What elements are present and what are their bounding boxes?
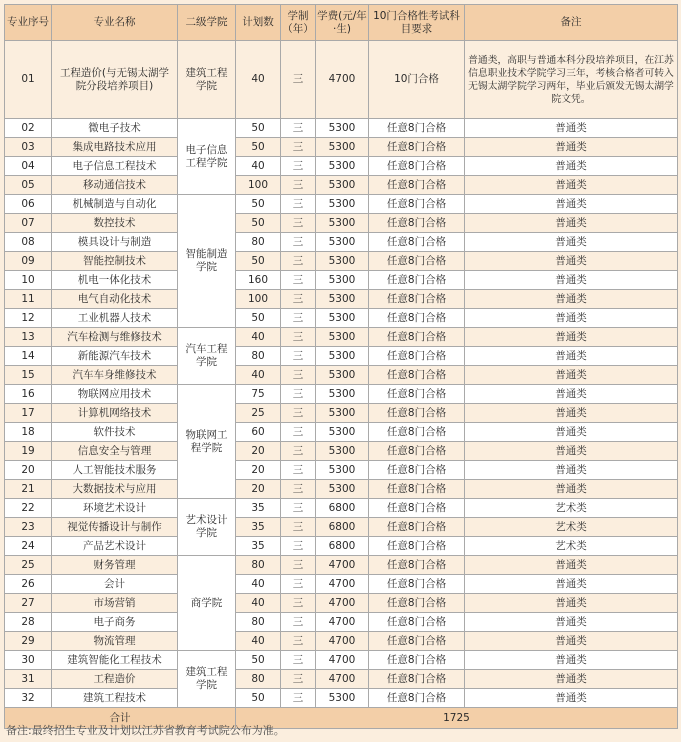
cell-fee: 5300 — [316, 214, 369, 233]
cell-major: 物联网应用技术 — [52, 385, 178, 404]
cell-plan: 75 — [236, 385, 281, 404]
total-label: 合计 — [5, 708, 236, 729]
cell-requirement: 任意8门合格 — [369, 480, 465, 499]
cell-note: 艺术类 — [465, 537, 678, 556]
cell-years: 三 — [281, 480, 316, 499]
cell-note: 普通类 — [465, 138, 678, 157]
enrollment-table-container — [4, 4, 677, 729]
cell-note: 普通类 — [465, 632, 678, 651]
table-row — [5, 233, 678, 252]
table-row — [5, 537, 678, 556]
cell-years: 三 — [281, 214, 316, 233]
cell-note: 普通类 — [465, 613, 678, 632]
cell-note: 普通类 — [465, 290, 678, 309]
cell-plan: 40 — [236, 632, 281, 651]
table-row — [5, 157, 678, 176]
table-row — [5, 328, 678, 347]
cell-fee: 5300 — [316, 442, 369, 461]
table-row — [5, 119, 678, 138]
cell-note: 普通类 — [465, 404, 678, 423]
cell-fee: 4700 — [316, 594, 369, 613]
cell-major: 数控技术 — [52, 214, 178, 233]
cell-note: 普通类 — [465, 366, 678, 385]
cell-seq: 07 — [5, 214, 52, 233]
cell-major: 计算机网络技术 — [52, 404, 178, 423]
cell-seq: 06 — [5, 195, 52, 214]
cell-seq: 28 — [5, 613, 52, 632]
table-row — [5, 651, 678, 670]
cell-fee: 5300 — [316, 347, 369, 366]
cell-note: 普通类 — [465, 594, 678, 613]
cell-seq: 30 — [5, 651, 52, 670]
cell-requirement: 任意8门合格 — [369, 556, 465, 575]
cell-note: 普通类 — [465, 575, 678, 594]
cell-note: 普通类 — [465, 651, 678, 670]
cell-plan: 35 — [236, 518, 281, 537]
cell-college: 商学院 — [178, 556, 236, 651]
cell-requirement: 任意8门合格 — [369, 366, 465, 385]
cell-years: 三 — [281, 499, 316, 518]
cell-requirement: 任意8门合格 — [369, 347, 465, 366]
cell-fee: 5300 — [316, 195, 369, 214]
table-row — [5, 499, 678, 518]
cell-fee: 4700 — [316, 670, 369, 689]
cell-major: 电子商务 — [52, 613, 178, 632]
table-row — [5, 195, 678, 214]
cell-major: 机电一体化技术 — [52, 271, 178, 290]
cell-years: 三 — [281, 613, 316, 632]
cell-requirement: 任意8门合格 — [369, 290, 465, 309]
cell-note: 普通类 — [465, 689, 678, 708]
cell-requirement: 任意8门合格 — [369, 328, 465, 347]
footnote: 备注:最终招生专业及计划以江苏省教育考试院公布为准。 — [6, 724, 285, 737]
cell-fee: 5300 — [316, 461, 369, 480]
cell-college: 建筑工程学院 — [178, 41, 236, 119]
cell-years: 三 — [281, 632, 316, 651]
table-row — [5, 670, 678, 689]
cell-seq: 32 — [5, 689, 52, 708]
cell-years: 三 — [281, 423, 316, 442]
cell-requirement: 10门合格 — [369, 41, 465, 119]
cell-fee: 5300 — [316, 423, 369, 442]
cell-years: 三 — [281, 575, 316, 594]
cell-seq: 08 — [5, 233, 52, 252]
cell-fee: 5300 — [316, 328, 369, 347]
cell-fee: 4700 — [316, 41, 369, 119]
cell-fee: 5300 — [316, 290, 369, 309]
cell-years: 三 — [281, 461, 316, 480]
table-row — [5, 252, 678, 271]
cell-requirement: 任意8门合格 — [369, 233, 465, 252]
cell-plan: 50 — [236, 651, 281, 670]
cell-plan: 20 — [236, 461, 281, 480]
cell-plan: 80 — [236, 613, 281, 632]
cell-major: 软件技术 — [52, 423, 178, 442]
cell-seq: 05 — [5, 176, 52, 195]
cell-fee: 5300 — [316, 119, 369, 138]
cell-major: 视觉传播设计与制作 — [52, 518, 178, 537]
cell-requirement: 任意8门合格 — [369, 632, 465, 651]
cell-years: 三 — [281, 119, 316, 138]
cell-requirement: 任意8门合格 — [369, 195, 465, 214]
cell-years: 三 — [281, 290, 316, 309]
cell-seq: 16 — [5, 385, 52, 404]
table-row — [5, 480, 678, 499]
cell-years: 三 — [281, 347, 316, 366]
table-header-row — [5, 5, 678, 41]
cell-note: 普通类 — [465, 670, 678, 689]
table-row — [5, 594, 678, 613]
cell-plan: 80 — [236, 556, 281, 575]
cell-fee: 5300 — [316, 157, 369, 176]
cell-note: 普通类 — [465, 252, 678, 271]
cell-seq: 27 — [5, 594, 52, 613]
table-row — [5, 309, 678, 328]
cell-major: 汽车车身维修技术 — [52, 366, 178, 385]
cell-note: 普通类 — [465, 442, 678, 461]
cell-fee: 5300 — [316, 309, 369, 328]
cell-fee: 5300 — [316, 689, 369, 708]
cell-note: 艺术类 — [465, 518, 678, 537]
cell-fee: 4700 — [316, 556, 369, 575]
cell-major: 工程造价(与无锡太湖学院分段培养项目) — [52, 41, 178, 119]
cell-plan: 50 — [236, 138, 281, 157]
cell-seq: 19 — [5, 442, 52, 461]
cell-fee: 5300 — [316, 138, 369, 157]
header-college: 二级学院 — [178, 5, 236, 41]
cell-years: 三 — [281, 252, 316, 271]
cell-years: 三 — [281, 689, 316, 708]
cell-fee: 4700 — [316, 632, 369, 651]
cell-years: 三 — [281, 309, 316, 328]
cell-fee: 4700 — [316, 651, 369, 670]
cell-seq: 09 — [5, 252, 52, 271]
cell-note: 普通类 — [465, 556, 678, 575]
enrollment-plan-table — [4, 4, 678, 729]
cell-years: 三 — [281, 41, 316, 119]
cell-note: 普通类 — [465, 157, 678, 176]
header-seq: 专业序号 — [5, 5, 52, 41]
cell-requirement: 任意8门合格 — [369, 252, 465, 271]
cell-plan: 50 — [236, 195, 281, 214]
header-note: 备注 — [465, 5, 678, 41]
cell-years: 三 — [281, 195, 316, 214]
cell-requirement: 任意8门合格 — [369, 670, 465, 689]
cell-major: 大数据技术与应用 — [52, 480, 178, 499]
cell-seq: 20 — [5, 461, 52, 480]
cell-seq: 18 — [5, 423, 52, 442]
header-years: 学制（年） — [281, 5, 316, 41]
cell-note: 普通类 — [465, 214, 678, 233]
cell-years: 三 — [281, 271, 316, 290]
cell-seq: 26 — [5, 575, 52, 594]
cell-plan: 50 — [236, 119, 281, 138]
cell-plan: 40 — [236, 157, 281, 176]
cell-requirement: 任意8门合格 — [369, 575, 465, 594]
cell-fee: 6800 — [316, 537, 369, 556]
cell-requirement: 任意8门合格 — [369, 689, 465, 708]
cell-fee: 6800 — [316, 499, 369, 518]
cell-plan: 50 — [236, 689, 281, 708]
cell-major: 建筑工程技术 — [52, 689, 178, 708]
cell-major: 工业机器人技术 — [52, 309, 178, 328]
cell-requirement: 任意8门合格 — [369, 518, 465, 537]
cell-plan: 60 — [236, 423, 281, 442]
cell-years: 三 — [281, 651, 316, 670]
cell-major: 机械制造与自动化 — [52, 195, 178, 214]
cell-note: 普通类 — [465, 423, 678, 442]
cell-fee: 5300 — [316, 404, 369, 423]
cell-note: 普通类 — [465, 233, 678, 252]
cell-requirement: 任意8门合格 — [369, 613, 465, 632]
cell-requirement: 任意8门合格 — [369, 442, 465, 461]
cell-major: 新能源汽车技术 — [52, 347, 178, 366]
cell-note: 普通类 — [465, 176, 678, 195]
cell-major: 人工智能技术服务 — [52, 461, 178, 480]
cell-plan: 160 — [236, 271, 281, 290]
cell-seq: 17 — [5, 404, 52, 423]
cell-years: 三 — [281, 385, 316, 404]
cell-plan: 40 — [236, 328, 281, 347]
header-requirement: 10门合格性考试科目要求 — [369, 5, 465, 41]
cell-requirement: 任意8门合格 — [369, 271, 465, 290]
cell-years: 三 — [281, 328, 316, 347]
cell-note: 普通类 — [465, 328, 678, 347]
table-row — [5, 461, 678, 480]
cell-plan: 20 — [236, 480, 281, 499]
cell-plan: 35 — [236, 499, 281, 518]
cell-college: 物联网工程学院 — [178, 385, 236, 499]
cell-seq: 21 — [5, 480, 52, 499]
cell-major: 集成电路技术应用 — [52, 138, 178, 157]
cell-seq: 04 — [5, 157, 52, 176]
cell-plan: 50 — [236, 309, 281, 328]
cell-plan: 40 — [236, 594, 281, 613]
cell-years: 三 — [281, 442, 316, 461]
cell-plan: 80 — [236, 670, 281, 689]
cell-requirement: 任意8门合格 — [369, 309, 465, 328]
table-row — [5, 366, 678, 385]
cell-fee: 4700 — [316, 613, 369, 632]
cell-years: 三 — [281, 176, 316, 195]
table-row — [5, 347, 678, 366]
cell-fee: 5300 — [316, 385, 369, 404]
cell-major: 移动通信技术 — [52, 176, 178, 195]
cell-major: 汽车检测与维修技术 — [52, 328, 178, 347]
table-row — [5, 423, 678, 442]
cell-major: 市场营销 — [52, 594, 178, 613]
cell-fee: 5300 — [316, 366, 369, 385]
table-row — [5, 632, 678, 651]
cell-fee: 5300 — [316, 233, 369, 252]
cell-note: 普通类 — [465, 119, 678, 138]
cell-plan: 25 — [236, 404, 281, 423]
cell-years: 三 — [281, 518, 316, 537]
header-fee: 学费(元/年·生) — [316, 5, 369, 41]
cell-fee: 5300 — [316, 252, 369, 271]
cell-major: 会计 — [52, 575, 178, 594]
table-row — [5, 404, 678, 423]
cell-seq: 14 — [5, 347, 52, 366]
cell-years: 三 — [281, 157, 316, 176]
cell-seq: 13 — [5, 328, 52, 347]
cell-major: 信息安全与管理 — [52, 442, 178, 461]
cell-requirement: 任意8门合格 — [369, 537, 465, 556]
cell-seq: 01 — [5, 41, 52, 119]
cell-requirement: 任意8门合格 — [369, 214, 465, 233]
cell-years: 三 — [281, 366, 316, 385]
cell-major: 产品艺术设计 — [52, 537, 178, 556]
cell-seq: 23 — [5, 518, 52, 537]
cell-plan: 40 — [236, 41, 281, 119]
cell-plan: 35 — [236, 537, 281, 556]
table-row — [5, 271, 678, 290]
cell-fee: 4700 — [316, 575, 369, 594]
cell-note: 普通类 — [465, 461, 678, 480]
cell-plan: 100 — [236, 176, 281, 195]
table-row — [5, 442, 678, 461]
cell-seq: 10 — [5, 271, 52, 290]
cell-major: 模具设计与制造 — [52, 233, 178, 252]
table-row — [5, 214, 678, 233]
cell-seq: 15 — [5, 366, 52, 385]
cell-years: 三 — [281, 138, 316, 157]
cell-major: 智能控制技术 — [52, 252, 178, 271]
table-row — [5, 385, 678, 404]
cell-seq: 31 — [5, 670, 52, 689]
cell-major: 电气自动化技术 — [52, 290, 178, 309]
cell-requirement: 任意8门合格 — [369, 385, 465, 404]
cell-years: 三 — [281, 594, 316, 613]
cell-major: 微电子技术 — [52, 119, 178, 138]
table-row — [5, 575, 678, 594]
cell-seq: 24 — [5, 537, 52, 556]
cell-plan: 40 — [236, 366, 281, 385]
cell-major: 建筑智能化工程技术 — [52, 651, 178, 670]
cell-requirement: 任意8门合格 — [369, 138, 465, 157]
cell-seq: 25 — [5, 556, 52, 575]
cell-fee: 5300 — [316, 271, 369, 290]
cell-note: 普通类，高职与普通本科分段培养项目，在江苏信息职业技术学院学习三年，考核合格者可转入无锡太湖学院学习两年，毕业后颁发无锡太湖学院文凭。 — [465, 41, 678, 119]
header-major: 专业名称 — [52, 5, 178, 41]
table-row — [5, 556, 678, 575]
cell-plan: 20 — [236, 442, 281, 461]
cell-plan: 80 — [236, 233, 281, 252]
cell-college: 智能制造学院 — [178, 195, 236, 328]
cell-seq: 22 — [5, 499, 52, 518]
cell-requirement: 任意8门合格 — [369, 119, 465, 138]
header-plan: 计划数 — [236, 5, 281, 41]
cell-major: 财务管理 — [52, 556, 178, 575]
cell-requirement: 任意8门合格 — [369, 461, 465, 480]
cell-plan: 80 — [236, 347, 281, 366]
cell-college: 艺术设计学院 — [178, 499, 236, 556]
table-row — [5, 41, 678, 119]
total-value: 1725 — [236, 708, 678, 729]
cell-requirement: 任意8门合格 — [369, 594, 465, 613]
cell-requirement: 任意8门合格 — [369, 404, 465, 423]
cell-college: 电子信息工程学院 — [178, 119, 236, 195]
cell-seq: 29 — [5, 632, 52, 651]
cell-seq: 12 — [5, 309, 52, 328]
cell-fee: 5300 — [316, 176, 369, 195]
cell-note: 普通类 — [465, 271, 678, 290]
table-row — [5, 518, 678, 537]
cell-requirement: 任意8门合格 — [369, 499, 465, 518]
cell-plan: 50 — [236, 214, 281, 233]
cell-seq: 03 — [5, 138, 52, 157]
cell-note: 普通类 — [465, 309, 678, 328]
cell-requirement: 任意8门合格 — [369, 423, 465, 442]
cell-college: 汽车工程学院 — [178, 328, 236, 385]
cell-years: 三 — [281, 404, 316, 423]
table-row — [5, 176, 678, 195]
cell-note: 普通类 — [465, 385, 678, 404]
cell-years: 三 — [281, 537, 316, 556]
cell-seq: 02 — [5, 119, 52, 138]
cell-major: 电子信息工程技术 — [52, 157, 178, 176]
cell-note: 普通类 — [465, 347, 678, 366]
table-row — [5, 290, 678, 309]
table-row — [5, 138, 678, 157]
table-row — [5, 689, 678, 708]
cell-note: 艺术类 — [465, 499, 678, 518]
cell-plan: 40 — [236, 575, 281, 594]
cell-note: 普通类 — [465, 195, 678, 214]
cell-fee: 6800 — [316, 518, 369, 537]
table-row — [5, 613, 678, 632]
cell-requirement: 任意8门合格 — [369, 157, 465, 176]
cell-note: 普通类 — [465, 480, 678, 499]
cell-major: 物流管理 — [52, 632, 178, 651]
cell-major: 工程造价 — [52, 670, 178, 689]
cell-plan: 100 — [236, 290, 281, 309]
cell-college: 建筑工程学院 — [178, 651, 236, 708]
cell-requirement: 任意8门合格 — [369, 176, 465, 195]
cell-years: 三 — [281, 670, 316, 689]
cell-plan: 50 — [236, 252, 281, 271]
cell-years: 三 — [281, 556, 316, 575]
cell-requirement: 任意8门合格 — [369, 651, 465, 670]
cell-fee: 5300 — [316, 480, 369, 499]
cell-seq: 11 — [5, 290, 52, 309]
cell-years: 三 — [281, 233, 316, 252]
cell-major: 环境艺术设计 — [52, 499, 178, 518]
